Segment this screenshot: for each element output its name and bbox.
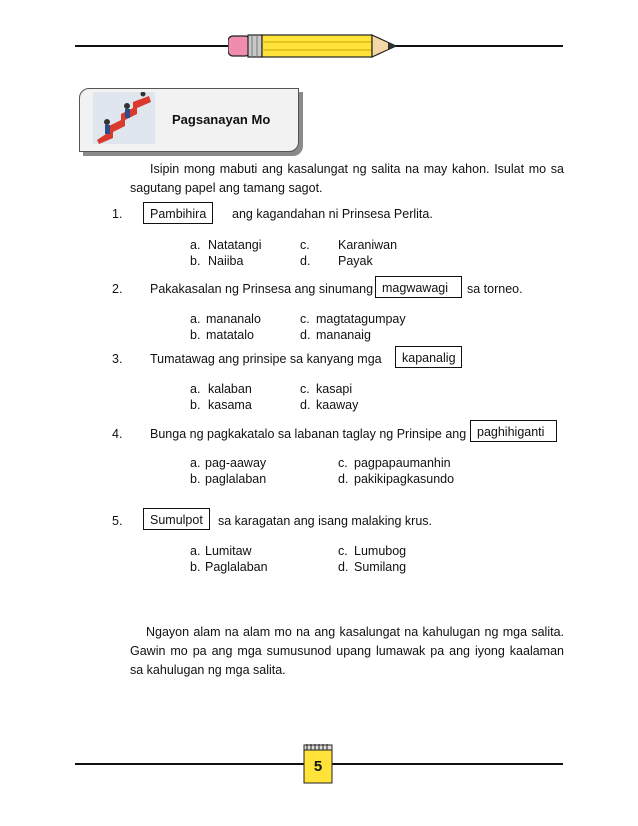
option-text: kaaway (316, 398, 359, 412)
boxed-word: Sumulpot (143, 508, 210, 530)
climbing-stairs-clipart-icon (93, 92, 155, 144)
item-text: Bunga ng pagkakatalo sa labanan taglay ng Prinsipe ang (150, 427, 467, 441)
boxed-word: paghihiganti (470, 420, 557, 442)
option-letter: d. (300, 398, 311, 412)
option-letter: d. (300, 254, 311, 268)
option-letter: c. (338, 456, 348, 470)
option-text: matatalo (206, 328, 254, 342)
option-letter: b. (190, 560, 201, 574)
option-text: kasapi (316, 382, 353, 396)
option-letter: b. (190, 398, 201, 412)
option-text: kalaban (208, 382, 252, 396)
boxed-word: Pambihira (143, 202, 213, 224)
option-text: mananaig (316, 328, 371, 342)
option-text: Paglalaban (205, 560, 268, 574)
item-text: sa karagatan ang isang malaking krus. (218, 514, 433, 528)
page-number: 5 (313, 758, 323, 775)
item-text: ang kagandahan ni Prinsesa Perlita. (232, 207, 433, 221)
instructions-paragraph: Isipin mong mabuti ang kasalungat ng salita na may kahon. Isulat mo sa sagutang papel ang tamang sagot. (130, 162, 564, 195)
option-text: Lumitaw (205, 544, 252, 558)
item-number: 5. (112, 514, 123, 528)
option-text: Lumubog (354, 544, 407, 558)
boxed-word: kapanalig (395, 346, 462, 368)
option-text: Payak (338, 254, 373, 268)
item-number: 4. (112, 427, 123, 441)
option-text: kasama (208, 398, 252, 412)
option-letter: b. (190, 328, 201, 342)
option-letter: b. (190, 254, 201, 268)
option-letter: a. (190, 544, 201, 558)
closing-paragraph: Ngayon alam na alam mo na ang kasalungat na kahulugan ng mga salita. Gawin mo pa ang mga sumusunod upang lumawak pa ang iyong kaalaman sa kahulugan ng mga salita. (130, 625, 564, 677)
option-letter: c. (300, 238, 310, 252)
option-letter: b. (190, 472, 201, 486)
page-number-notepad (303, 744, 333, 784)
option-text: Natatangi (208, 238, 262, 252)
option-letter: c. (300, 382, 310, 396)
option-letter: a. (190, 238, 201, 252)
option-letter: c. (300, 312, 310, 326)
option-text: Naiiba (208, 254, 244, 268)
option-text: Sumilang (354, 560, 407, 574)
option-text: Karaniwan (338, 238, 398, 252)
option-letter: d. (338, 560, 349, 574)
option-text: pag-aaway (205, 456, 267, 470)
option-letter: a. (190, 382, 201, 396)
item-number: 2. (112, 282, 123, 296)
option-letter: c. (338, 544, 348, 558)
pencil-icon (228, 33, 408, 59)
option-text: pakikipagkasundo (354, 472, 455, 486)
option-text: pagpapaumanhin (354, 456, 451, 470)
option-text: mananalo (206, 312, 261, 326)
option-letter: a. (190, 312, 201, 326)
boxed-word: magwawagi (375, 276, 462, 298)
option-letter: d. (338, 472, 349, 486)
option-letter: a. (190, 456, 201, 470)
option-text: magtatagumpay (316, 312, 406, 326)
item-text: Pakakasalan ng Prinsesa ang sinumang (150, 282, 374, 296)
item-number: 1. (112, 207, 123, 221)
item-text: Tumatawag ang prinsipe sa kanyang mga (150, 352, 382, 366)
item-number: 3. (112, 352, 123, 366)
section-title: Pagsanayan Mo (172, 112, 271, 127)
option-letter: d. (300, 328, 311, 342)
item-text: sa torneo. (467, 282, 523, 296)
option-text: paglalaban (205, 472, 267, 486)
